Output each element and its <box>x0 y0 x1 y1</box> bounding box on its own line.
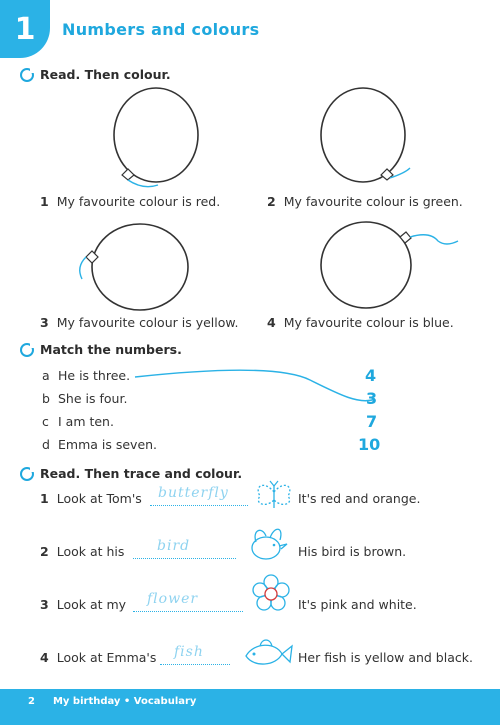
match-number-2: 3 <box>366 389 378 408</box>
balloon-1 <box>114 88 198 187</box>
item-number: 1 <box>40 491 49 506</box>
item-number: 1 <box>40 194 49 209</box>
trace-line-2[interactable] <box>133 540 236 559</box>
item-number: 4 <box>40 650 49 665</box>
item-text: I am ten. <box>58 414 114 429</box>
section3-instruction: Read. Then trace and colour. <box>40 466 243 481</box>
item-number: 3 <box>40 315 49 330</box>
exercise-circle-icon <box>20 68 34 82</box>
trace-line-3[interactable] <box>133 593 243 612</box>
match-item-d <box>42 437 157 452</box>
exercise-circle-icon <box>20 343 34 357</box>
item-text: Emma is seven. <box>58 437 158 452</box>
match-number-4: 10 <box>358 435 381 454</box>
item-number: 2 <box>40 544 49 559</box>
item-text: Look at his <box>56 544 125 559</box>
item-number: 4 <box>267 315 276 330</box>
balloon-3 <box>80 224 188 310</box>
section1-instruction: Read. Then colour. <box>40 67 171 82</box>
item-text: She is four. <box>58 391 128 406</box>
trace-item-1-prefix <box>40 491 142 506</box>
trace-item-4-prefix <box>40 650 156 665</box>
footer-bar <box>0 689 500 725</box>
footer-text <box>28 696 196 707</box>
colour-item-4 <box>267 315 454 330</box>
item-number: 2 <box>267 194 276 209</box>
match-item-c <box>42 414 114 429</box>
item-text: My favourite colour is blue. <box>283 315 454 330</box>
trace-word: bird <box>157 538 191 554</box>
item-letter: c <box>42 414 49 429</box>
item-text: Look at Emma's <box>56 650 157 665</box>
trace-line-4[interactable] <box>160 646 230 665</box>
balloon-4 <box>321 222 458 308</box>
trace-word: flower <box>147 591 199 607</box>
exercise-circle-icon <box>20 467 34 481</box>
balloon-2 <box>321 88 410 182</box>
section2-instruction: Match the numbers. <box>40 342 182 357</box>
match-item-b <box>42 391 127 406</box>
trace-item-2-suffix: His bird is brown. <box>298 544 407 559</box>
page-number: 2 <box>28 696 35 707</box>
item-letter: d <box>42 437 50 452</box>
match-item-a <box>42 368 130 383</box>
match-number-3: 7 <box>366 412 378 431</box>
trace-word: butterfly <box>158 485 229 501</box>
flower-icon <box>250 573 292 615</box>
item-letter: b <box>42 391 50 406</box>
bird-icon <box>244 520 292 566</box>
colour-item-2 <box>267 194 463 209</box>
item-text: My favourite colour is green. <box>283 194 463 209</box>
trace-item-3-prefix <box>40 597 126 612</box>
colour-item-3 <box>40 315 238 330</box>
item-text: My favourite colour is yellow. <box>56 315 239 330</box>
trace-line-1[interactable] <box>150 487 248 506</box>
trace-item-3-suffix: It's pink and white. <box>298 597 417 612</box>
butterfly-icon <box>252 478 296 514</box>
footer-label: My birthday • Vocabulary <box>52 696 197 707</box>
item-text: He is three. <box>58 368 131 383</box>
item-text: Look at my <box>56 597 127 612</box>
trace-item-1-suffix: It's red and orange. <box>298 491 421 506</box>
unit-title: Numbers and colours <box>62 20 260 39</box>
item-text: My favourite colour is red. <box>56 194 221 209</box>
item-text: Look at Tom's <box>56 491 142 506</box>
match-line <box>130 365 380 410</box>
trace-item-2-prefix <box>40 544 124 559</box>
match-number-1: 4 <box>365 366 377 385</box>
trace-word: fish <box>174 644 204 660</box>
item-letter: a <box>42 368 50 383</box>
item-number: 3 <box>40 597 49 612</box>
colour-item-1 <box>40 194 220 209</box>
trace-item-4-suffix: Her fish is yellow and black. <box>298 650 473 665</box>
unit-number-badge: 1 <box>0 0 50 58</box>
fish-icon <box>240 634 294 674</box>
